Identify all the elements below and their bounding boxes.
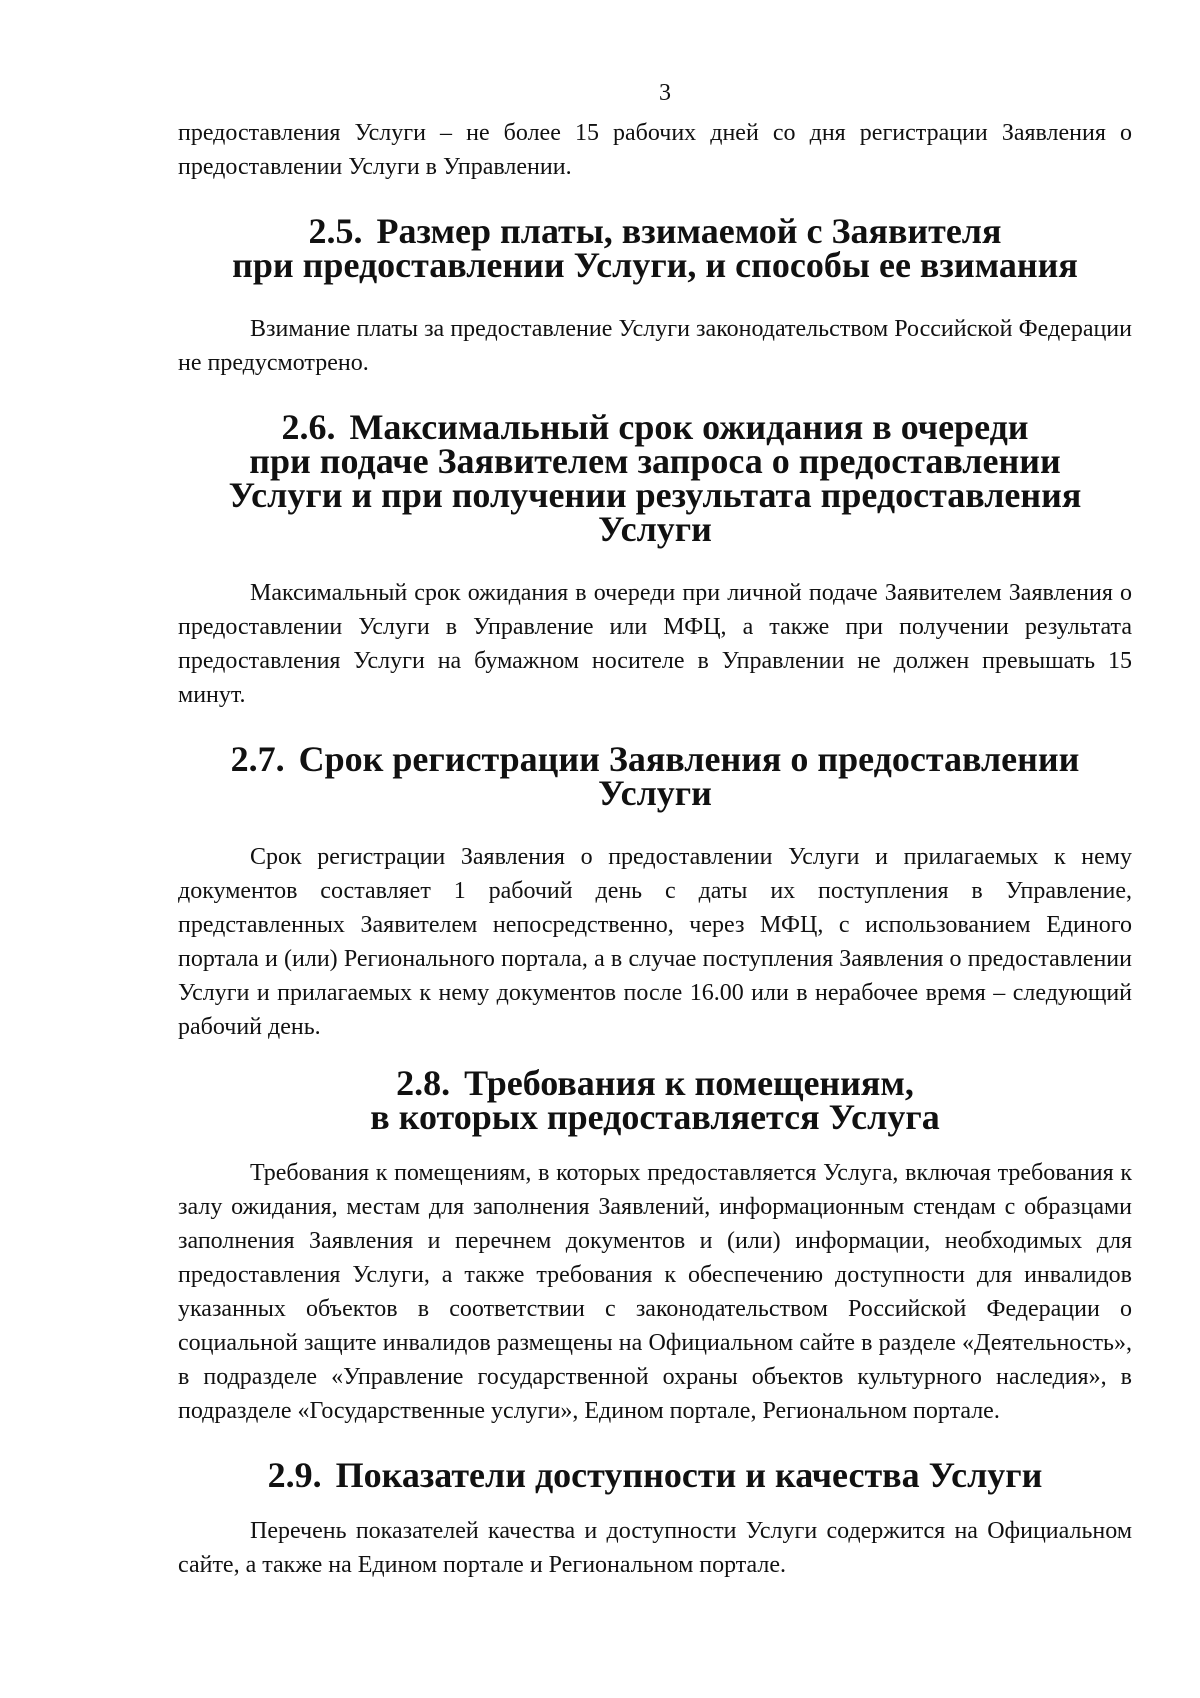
section-title-line: Показатели доступности и качества Услуги bbox=[335, 1455, 1043, 1495]
section-title-line: Максимальный срок ожидания в очереди bbox=[349, 407, 1029, 447]
section-title-line: Услуги и при получении результата предоставления Услуги bbox=[228, 475, 1082, 549]
section-number: 2.6. bbox=[281, 407, 336, 447]
section-number: 2.8. bbox=[396, 1063, 451, 1103]
section-number: 2.7. bbox=[230, 739, 285, 779]
section-title-line: при подаче Заявителем запроса о предоставлении bbox=[249, 441, 1061, 481]
section-2-6-body: Максимальный срок ожидания в очереди при личной подаче Заявителем Заявления о предоставлении Услуги в Управление или МФЦ, а также при получении результата предоставления Услуги на бумажном носителе в Управлении не должен превышать 15 минут. bbox=[178, 580, 1132, 708]
section-title-line: в которых предоставляется Услуга bbox=[370, 1097, 940, 1137]
section-2-9-body: Перечень показателей качества и доступности Услуги содержится на Официальном сайте, а также на Едином портале и Региональном портале. bbox=[178, 1518, 1132, 1578]
section-title-line: Требования к помещениям, bbox=[464, 1063, 914, 1103]
section-2-5-heading bbox=[178, 211, 1132, 285]
section-2-5-body: Взимание платы за предоставление Услуги законодательством Российской Федерации не предусмотрено. bbox=[178, 316, 1132, 376]
section-2-6-heading bbox=[178, 407, 1132, 549]
section-2-8-body: Требования к помещениям, в которых предоставляется Услуга, включая требования к залу ожидания, местам для заполнения Заявлений, информационным стендам с образцами заполнения Заявления и перечнем документов и (или) информации, необходимых для предоставления Услуги, а также требования к обеспечению доступности для инвалидов указанных объектов в соответствии с законодательством Российской Федерации о социальной защите инвалидов размещены на Официальном сайте в разделе «Деятельность», в подразделе «Управление государственной охраны объектов культурного наследия», в подразделе «Государственные услуги», Едином портале, Региональном портале. bbox=[178, 1160, 1132, 1424]
section-2-7-heading bbox=[178, 739, 1132, 813]
page-number: 3 bbox=[659, 80, 671, 106]
section-number: 2.5. bbox=[308, 211, 363, 251]
section-2-9-heading bbox=[178, 1455, 1132, 1495]
section-number: 2.9. bbox=[267, 1455, 322, 1495]
section-title-line: Размер платы, взимаемой с Заявителя bbox=[376, 211, 1002, 251]
section-2-7-body: Срок регистрации Заявления о предоставлении Услуги и прилагаемых к нему документов составляет 1 рабочий день с даты их поступления в Управление, представленных Заявителем непосредственно, через МФЦ, с использованием Единого портала и (или) Регионального портала, а в случае поступления Заявления о предоставлении Услуги и прилагаемых к нему документов после 16.00 или в нерабочее время – следующий рабочий день. bbox=[178, 844, 1132, 1040]
intro-paragraph: предоставления Услуги – не более 15 рабочих дней со дня регистрации Заявления о предоставлении Услуги в Управлении. bbox=[178, 120, 1132, 180]
section-title-line: при предоставлении Услуги, и способы ее взимания bbox=[232, 245, 1078, 285]
section-title-line: Срок регистрации Заявления о предоставлении Услуги bbox=[298, 739, 1080, 813]
section-2-8-heading bbox=[178, 1063, 1132, 1137]
